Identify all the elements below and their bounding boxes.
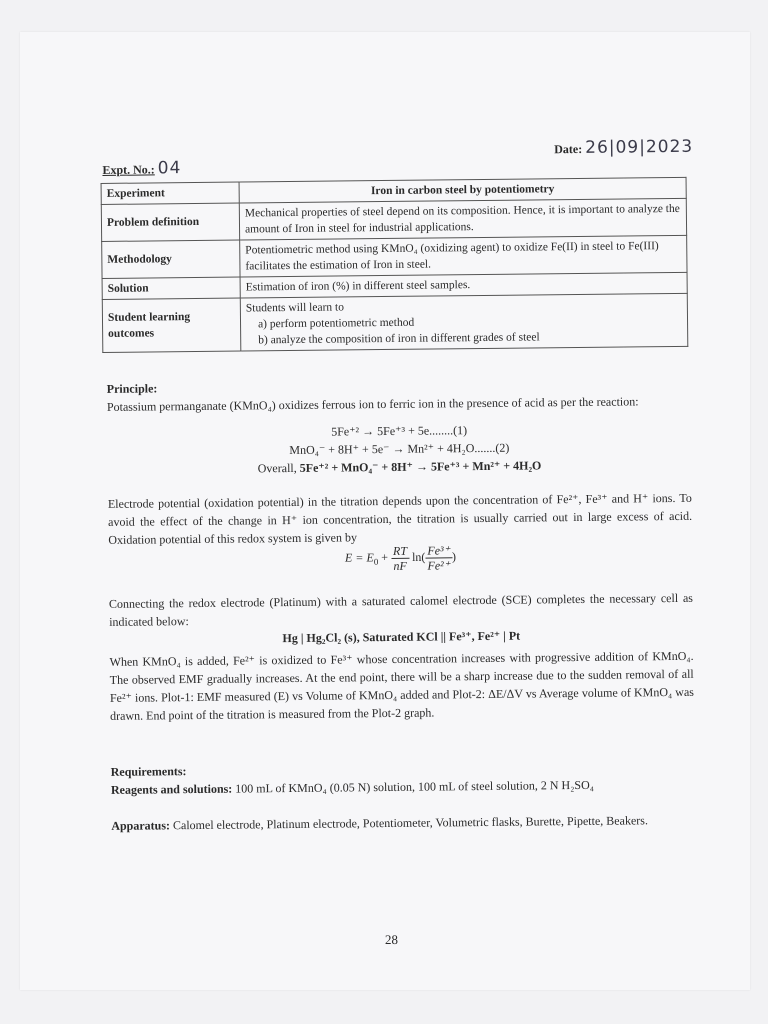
page-content (17, 28, 757, 994)
row-value (240, 293, 688, 351)
apparatus-line (111, 811, 695, 835)
cell-paragraph: Connecting the redox electrode (Platinum) with a saturated calomel electrode (SCE) completes the necessary cell as indicated below: (108, 590, 694, 629)
overall-equation: 5Fe⁺² + MnO₄⁻ + 8H⁺ → 5Fe⁺³ + Mn²⁺ + 4H₂O (299, 458, 542, 475)
apparatus-label: Apparatus: (111, 818, 171, 833)
expt-value-handwritten: 04 (157, 158, 182, 179)
nernst-close: ) (451, 549, 457, 564)
date-value-handwritten: 26|09|2023 (585, 136, 694, 158)
apparatus-text: Calomel electrode, Platinum electrode, Potentiometer, Volumetric flasks, Burette, Pipette, Beakers. (169, 813, 648, 833)
nernst-plus: + (381, 550, 389, 565)
equation-overall (107, 457, 691, 478)
table-row (102, 293, 688, 352)
equation-1: 5Fe⁺² → 5Fe⁺³ + 5e........(1) (331, 423, 468, 439)
principle-section (107, 374, 691, 416)
nernst-denominator: nF (393, 558, 407, 573)
expt-number (102, 158, 181, 179)
row-key: Experiment (101, 182, 239, 204)
principle-intro: Potassium permanganate (KMnO₄) oxidizes ferrous ion to ferric ion in the presence of acid as per the reaction: (106, 394, 639, 414)
row-value: Estimation of iron (%) in different steel samples. (240, 272, 687, 298)
outcomes-intro: Students will learn to (245, 301, 344, 315)
row-key: Solution (102, 277, 240, 299)
nernst-ratio (425, 543, 452, 572)
nernst-lhs: E = E (344, 550, 374, 565)
overall-label: Overall, (257, 460, 300, 476)
outcome-item: b) analyze the composition of iron in different grades of steel (258, 331, 540, 347)
date-label: Date: (554, 141, 583, 157)
table-row (101, 198, 686, 241)
equation-2: MnO₄⁻ + 8H⁺ + 5e⁻ → Mn²⁺ + 4H₂O.......(2) (289, 440, 510, 458)
titration-paragraph: When KMnO₄ is added, Fe²⁺ is oxidized to Fe³⁺ whose concentration increases with progressive addition of KMnO₄. The observed EMF gradually increases. At the end point, there will be a sharp increase due to the sudden removal of all Fe²⁺ ions. Plot-1: EMF measured (E) vs Volume of KMnO₄ added and Plot-2: ΔE/ΔV vs Average volume of KMnO₄ was drawn. End point of the titration is measured from the Plot-2 graph. (109, 648, 694, 723)
paper-sheet (20, 32, 750, 990)
nernst-equation (108, 541, 692, 576)
expt-label: Expt. No.: (102, 162, 155, 177)
row-value: Mechanical properties of steel depend on its composition. Hence, it is important to analyze the amount of Iron in steel for industrial applications. (239, 198, 686, 240)
principle-heading: Principle: (106, 381, 158, 396)
outcome-item: a) perform potentiometric method (257, 316, 415, 331)
date (554, 137, 693, 158)
page-number: 28 (384, 931, 399, 948)
electrode-potential-paragraph: Electrode potential (oxidation potential) in the titration depends upon the concentration of Fe²⁺, Fe³⁺ and H⁺ ions. To avoid the effect of the change in H⁺ ion concentration, the titration is usually carried out in large excess of acid. Oxidation potential of this redox system is given by (107, 490, 693, 547)
reagents-label: Reagents and solutions: (110, 781, 233, 797)
row-key: Methodology (102, 240, 240, 278)
requirements-section (111, 757, 695, 799)
row-value: Potentiometric method using KMnO₄ (oxidizing agent) to oxidize Fe(II) in steel to Fe(III) facilitates the estimation of Iron in steel. (240, 235, 687, 277)
nernst-ratio-denominator: Fe²⁺ (427, 558, 451, 573)
nernst-ratio-numerator: Fe³⁺ (425, 543, 452, 558)
reagents-text: 100 mL of KMnO₄ (0.05 N) solution, 100 mL of steel solution, 2 N H₂SO₄ (232, 777, 594, 796)
requirements-heading: Requirements: (110, 764, 187, 779)
nernst-ln: ln( (411, 549, 426, 564)
nernst-sub: 0 (373, 556, 379, 567)
nernst-fraction (391, 544, 409, 573)
row-key: Problem definition (101, 203, 239, 241)
row-value: Iron in carbon steel by potentiometry (239, 177, 686, 203)
row-key: Student learning outcomes (102, 298, 241, 352)
cell-notation: Hg | Hg₂Cl₂ (s), Saturated KCl || Fe³⁺, Fe²⁺ | Pt (282, 628, 521, 646)
experiment-info-table (101, 177, 689, 353)
table-row (102, 235, 687, 278)
nernst-numerator: RT (391, 544, 409, 559)
